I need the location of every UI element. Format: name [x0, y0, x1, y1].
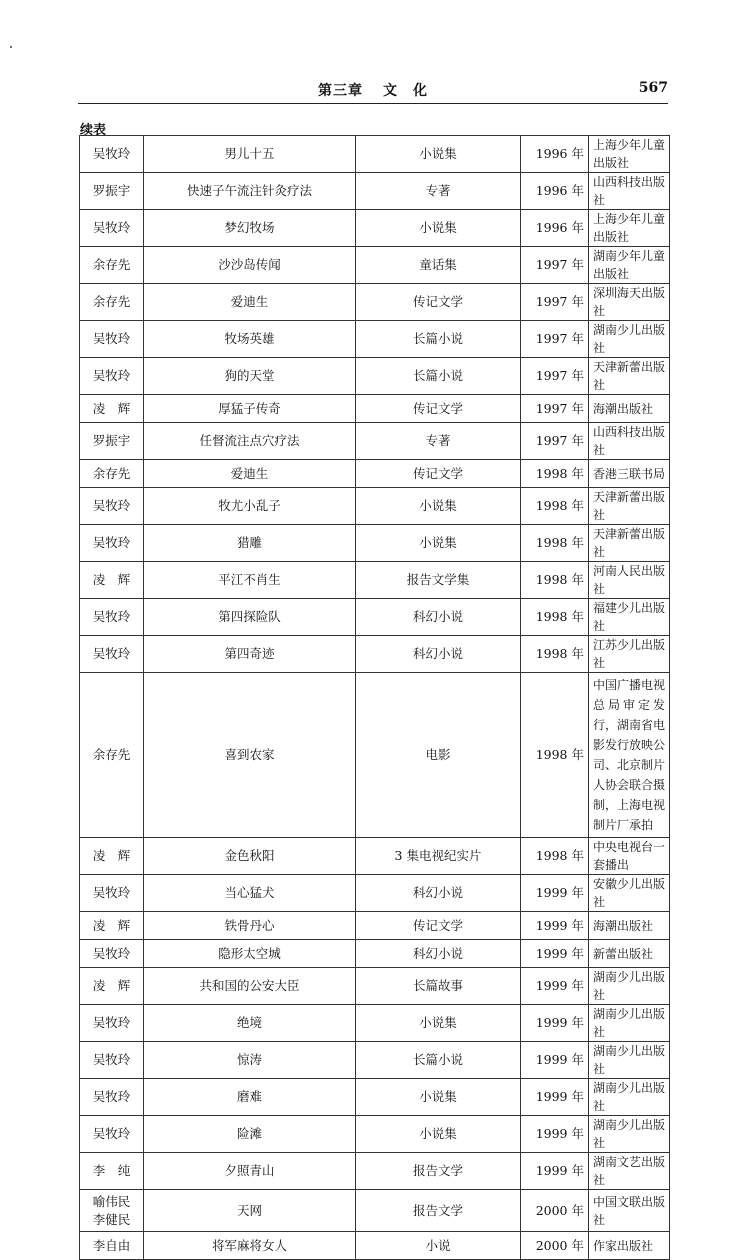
title-cell: 当心猛犬	[144, 875, 356, 912]
table-row	[80, 673, 670, 838]
table-row	[80, 247, 670, 284]
year-cell: 1999 年	[521, 1042, 589, 1079]
publisher-cell: 河南人民出版社	[589, 562, 670, 599]
table-row	[80, 1005, 670, 1042]
year-cell: 1999 年	[521, 912, 589, 940]
publisher-cell: 山西科技出版社	[589, 173, 670, 210]
title-cell: 任督流注点穴疗法	[144, 423, 356, 460]
title-cell: 梦幻牧场	[144, 210, 356, 247]
title-cell: 险滩	[144, 1116, 356, 1153]
year-cell: 1998 年	[521, 525, 589, 562]
year-cell: 2000 年	[521, 1190, 589, 1232]
publisher-cell: 中国文联出版社	[589, 1190, 670, 1232]
author-cell: 吴牧玲	[80, 1116, 144, 1153]
year-cell: 1998 年	[521, 636, 589, 673]
publisher-cell: 福建少儿出版社	[589, 599, 670, 636]
title-cell: 喜到农家	[144, 673, 356, 838]
publisher-cell: 中央电视台一套播出	[589, 838, 670, 875]
genre-cell: 长篇小说	[356, 358, 521, 395]
author-cell: 吴牧玲	[80, 525, 144, 562]
title-cell: 爱迪生	[144, 460, 356, 488]
section-label: 文 化	[383, 83, 428, 99]
publisher-cell: 湖南少儿出版社	[589, 1042, 670, 1079]
author-cell: 罗振宇	[80, 173, 144, 210]
publisher-cell: 安徽少儿出版社	[589, 875, 670, 912]
genre-cell: 报告文学集	[356, 562, 521, 599]
title-cell: 惊涛	[144, 1042, 356, 1079]
table-row	[80, 358, 670, 395]
title-cell: 沙沙岛传闻	[144, 247, 356, 284]
title-cell: 第四探险队	[144, 599, 356, 636]
table-row	[80, 488, 670, 525]
table-row	[80, 875, 670, 912]
publisher-cell: 天津新蕾出版社	[589, 488, 670, 525]
title-cell: 第四奇迹	[144, 636, 356, 673]
year-cell: 1997 年	[521, 247, 589, 284]
scan-speck	[10, 46, 12, 48]
table-row	[80, 636, 670, 673]
publisher-cell: 湖南文艺出版社	[589, 1153, 670, 1190]
table-row	[80, 525, 670, 562]
table-row	[80, 838, 670, 875]
genre-cell: 报告文学	[356, 1190, 521, 1232]
title-cell: 猎雕	[144, 525, 356, 562]
year-cell: 1999 年	[521, 940, 589, 968]
author-cell: 凌 辉	[80, 968, 144, 1005]
title-cell: 男儿十五	[144, 136, 356, 173]
genre-cell: 科幻小说	[356, 599, 521, 636]
title-cell: 快速子午流注针灸疗法	[144, 173, 356, 210]
year-cell: 1999 年	[521, 968, 589, 1005]
table-row	[80, 968, 670, 1005]
author-cell: 吴牧玲	[80, 1079, 144, 1116]
genre-cell: 小说	[356, 1232, 521, 1260]
continued-table-label: 续表	[80, 123, 107, 138]
genre-cell: 专著	[356, 423, 521, 460]
year-cell: 1998 年	[521, 599, 589, 636]
header-rule	[78, 103, 668, 104]
author-cell: 凌 辉	[80, 395, 144, 423]
publisher-cell: 山西科技出版社	[589, 423, 670, 460]
title-cell: 金色秋阳	[144, 838, 356, 875]
table-row	[80, 912, 670, 940]
table-row	[80, 599, 670, 636]
year-cell: 1999 年	[521, 1116, 589, 1153]
title-cell: 牧尤小乱子	[144, 488, 356, 525]
works-table-body	[80, 136, 670, 1260]
year-cell: 1998 年	[521, 488, 589, 525]
author-cell: 吴牧玲	[80, 636, 144, 673]
publisher-cell: 香港三联书局	[589, 460, 670, 488]
publisher-cell: 中国广播电视总局审定发行，湖南省电影发行放映公司、北京制片人协会联合摄制，上海电视制片厂承拍	[589, 673, 670, 838]
year-cell: 1998 年	[521, 562, 589, 599]
author-cell: 余存先	[80, 247, 144, 284]
table-row	[80, 423, 670, 460]
title-cell: 爱迪生	[144, 284, 356, 321]
genre-cell: 小说集	[356, 488, 521, 525]
author-cell: 凌 辉	[80, 838, 144, 875]
genre-cell: 传记文学	[356, 460, 521, 488]
year-cell: 1999 年	[521, 1153, 589, 1190]
title-cell: 天网	[144, 1190, 356, 1232]
year-cell: 1999 年	[521, 1079, 589, 1116]
title-cell: 磨难	[144, 1079, 356, 1116]
genre-cell: 长篇小说	[356, 1042, 521, 1079]
author-cell: 凌 辉	[80, 912, 144, 940]
genre-cell: 3 集电视纪实片	[356, 838, 521, 875]
table-row	[80, 940, 670, 968]
title-cell: 狗的天堂	[144, 358, 356, 395]
publisher-cell: 深圳海天出版社	[589, 284, 670, 321]
table-row	[80, 1116, 670, 1153]
genre-cell: 小说集	[356, 1079, 521, 1116]
publisher-cell: 湖南少儿出版社	[589, 1005, 670, 1042]
publisher-cell: 作家出版社	[589, 1232, 670, 1260]
table-row	[80, 1232, 670, 1260]
author-cell: 罗振宇	[80, 423, 144, 460]
author-cell: 吴牧玲	[80, 210, 144, 247]
title-cell: 共和国的公安大臣	[144, 968, 356, 1005]
publisher-cell: 江苏少儿出版社	[589, 636, 670, 673]
table-row	[80, 1042, 670, 1079]
genre-cell: 长篇小说	[356, 321, 521, 358]
year-cell: 1999 年	[521, 875, 589, 912]
table-row	[80, 1153, 670, 1190]
publisher-cell: 天津新蕾出版社	[589, 358, 670, 395]
chapter-label: 第三章	[318, 83, 363, 99]
genre-cell: 小说集	[356, 136, 521, 173]
title-cell: 隐形太空城	[144, 940, 356, 968]
table-row	[80, 460, 670, 488]
author-cell: 吴牧玲	[80, 1042, 144, 1079]
author-cell: 余存先	[80, 284, 144, 321]
genre-cell: 小说集	[356, 1005, 521, 1042]
author-cell: 吴牧玲	[80, 875, 144, 912]
author-cell: 余存先	[80, 460, 144, 488]
genre-cell: 科幻小说	[356, 875, 521, 912]
table-row	[80, 1079, 670, 1116]
year-cell: 1997 年	[521, 321, 589, 358]
publisher-cell: 天津新蕾出版社	[589, 525, 670, 562]
year-cell: 1998 年	[521, 838, 589, 875]
genre-cell: 科幻小说	[356, 636, 521, 673]
author-cell: 李自由	[80, 1232, 144, 1260]
author-cell: 吴牧玲	[80, 358, 144, 395]
works-table	[79, 135, 670, 1260]
table-row	[80, 173, 670, 210]
year-cell: 1996 年	[521, 210, 589, 247]
author-cell: 吴牧玲	[80, 599, 144, 636]
genre-cell: 电影	[356, 673, 521, 838]
author-cell: 李 纯	[80, 1153, 144, 1190]
author-cell: 吴牧玲	[80, 136, 144, 173]
year-cell: 1997 年	[521, 284, 589, 321]
publisher-cell: 湖南少年儿童出版社	[589, 247, 670, 284]
publisher-cell: 新蕾出版社	[589, 940, 670, 968]
genre-cell: 小说集	[356, 210, 521, 247]
genre-cell: 小说集	[356, 525, 521, 562]
publisher-cell: 湖南少儿出版社	[589, 321, 670, 358]
genre-cell: 小说集	[356, 1116, 521, 1153]
publisher-cell: 湖南少儿出版社	[589, 1116, 670, 1153]
year-cell: 1998 年	[521, 460, 589, 488]
table-row	[80, 395, 670, 423]
table-row	[80, 1190, 670, 1232]
year-cell: 1998 年	[521, 673, 589, 838]
year-cell: 1997 年	[521, 395, 589, 423]
genre-cell: 童话集	[356, 247, 521, 284]
genre-cell: 传记文学	[356, 912, 521, 940]
publisher-cell: 海潮出版社	[589, 912, 670, 940]
author-cell: 吴牧玲	[80, 940, 144, 968]
title-cell: 平江不肖生	[144, 562, 356, 599]
page-number: 567	[638, 80, 668, 96]
page-header	[78, 80, 668, 102]
author-cell: 吴牧玲	[80, 1005, 144, 1042]
title-cell: 夕照青山	[144, 1153, 356, 1190]
genre-cell: 传记文学	[356, 284, 521, 321]
genre-cell: 传记文学	[356, 395, 521, 423]
year-cell: 1996 年	[521, 173, 589, 210]
table-row	[80, 321, 670, 358]
table-row	[80, 210, 670, 247]
year-cell: 1997 年	[521, 423, 589, 460]
author-cell: 吴牧玲	[80, 321, 144, 358]
author-cell: 余存先	[80, 673, 144, 838]
author-cell: 吴牧玲	[80, 488, 144, 525]
author-cell: 喻伟民 李健民	[80, 1190, 144, 1232]
year-cell: 1996 年	[521, 136, 589, 173]
publisher-cell: 上海少年儿童出版社	[589, 136, 670, 173]
publisher-cell: 湖南少儿出版社	[589, 968, 670, 1005]
publisher-cell: 上海少年儿童出版社	[589, 210, 670, 247]
title-cell: 厚猛子传奇	[144, 395, 356, 423]
running-title	[78, 80, 668, 100]
year-cell: 2000 年	[521, 1232, 589, 1260]
title-cell: 牧场英雄	[144, 321, 356, 358]
publisher-cell: 湖南少儿出版社	[589, 1079, 670, 1116]
author-cell: 凌 辉	[80, 562, 144, 599]
title-cell: 绝境	[144, 1005, 356, 1042]
table-row	[80, 284, 670, 321]
genre-cell: 专著	[356, 173, 521, 210]
title-cell: 铁骨丹心	[144, 912, 356, 940]
table-row	[80, 562, 670, 599]
genre-cell: 长篇故事	[356, 968, 521, 1005]
genre-cell: 报告文学	[356, 1153, 521, 1190]
year-cell: 1999 年	[521, 1005, 589, 1042]
year-cell: 1997 年	[521, 358, 589, 395]
title-cell: 将军麻将女人	[144, 1232, 356, 1260]
table-row	[80, 136, 670, 173]
publisher-cell: 海潮出版社	[589, 395, 670, 423]
genre-cell: 科幻小说	[356, 940, 521, 968]
